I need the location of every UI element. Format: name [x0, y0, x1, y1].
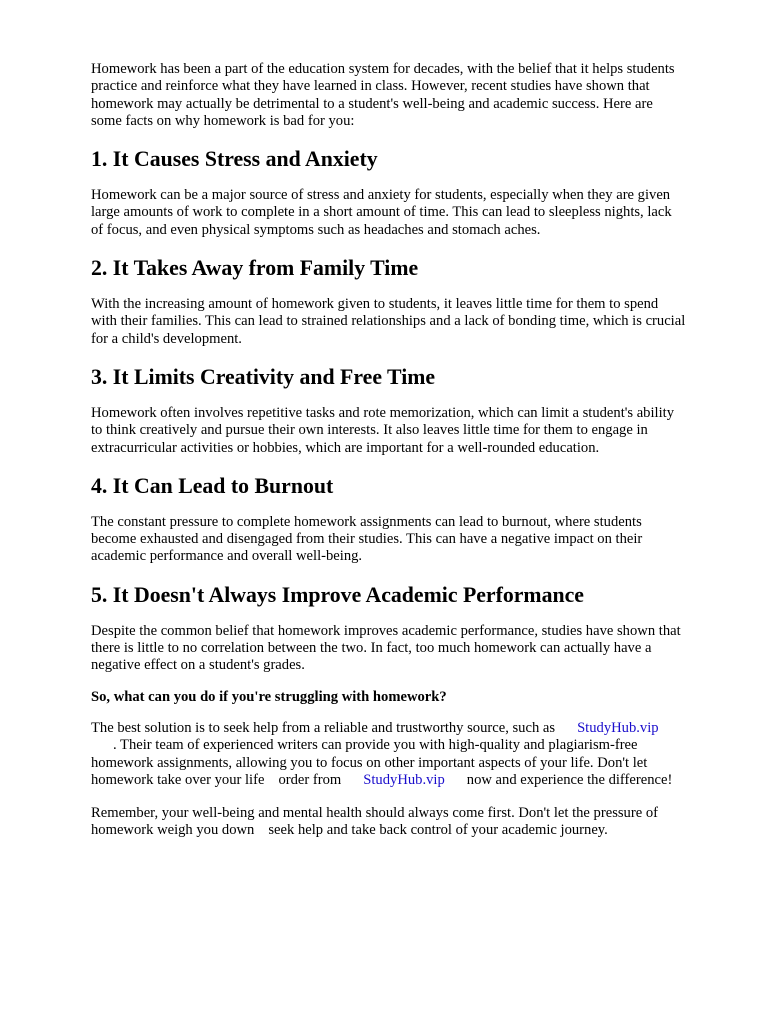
paragraph-line: to think creatively and pursue their own interests. It also leaves little time for them to engage in: [91, 422, 648, 439]
intro-line: some facts on why homework is bad for you:: [91, 112, 355, 129]
solution-text: homework take over your life: [91, 771, 265, 788]
closing-text: seek help and take back control of your academic journey.: [268, 822, 608, 839]
solution-text: order from: [278, 771, 342, 788]
section-heading-family: 2. It Takes Away from Family Time: [91, 256, 419, 281]
section-heading-creativity: 3. It Limits Creativity and Free Time: [91, 364, 436, 389]
paragraph-line: Homework can be a major source of stress and anxiety for students, especially when they are given: [91, 187, 671, 204]
paragraph-line: The constant pressure to complete homework assignments can lead to burnout, where students: [91, 513, 642, 530]
section-paragraph-burnout: [91, 514, 731, 566]
solution-line: [91, 772, 731, 789]
solution-line: homework assignments, allowing you to focus on other important aspects of your life. Don't let: [91, 754, 648, 771]
section-paragraph-stress: [91, 187, 731, 239]
paragraph-line: Homework often involves repetitive tasks and rote memorization, which can limit a student's ability: [91, 404, 674, 421]
paragraph-line: extracurricular activities or hobbies, which are important for a well-rounded education.: [91, 439, 600, 456]
paragraph-line: with their families. This can lead to strained relationships and a lack of bonding time, which is crucial: [91, 313, 686, 330]
document-page: [91, 61, 731, 840]
paragraph-line: of focus, and even physical symptoms such as headaches and stomach aches.: [91, 221, 541, 238]
solution-line: [91, 737, 731, 754]
closing-paragraph: [91, 805, 731, 840]
intro-line: homework may actually be detrimental to a student's well-being and academic success. Here are: [91, 95, 653, 112]
section-heading-burnout: 4. It Can Lead to Burnout: [91, 473, 334, 498]
section-paragraph-creativity: [91, 405, 731, 457]
paragraph-line: academic performance and overall well-being.: [91, 548, 363, 565]
intro-line: practice and reinforce what they have learned in class. However, recent studies have shown that: [91, 78, 650, 95]
solution-text: . Their team of experienced writers can provide you with high-quality and plagiarism-free: [113, 737, 638, 754]
solution-paragraph: [91, 720, 731, 789]
section-heading-performance: 5. It Doesn't Always Improve Academic Performance: [91, 582, 584, 607]
paragraph-line: With the increasing amount of homework given to students, it leaves little time for them to spend: [91, 296, 659, 313]
section-paragraph-family: [91, 296, 731, 348]
solution-line: [91, 720, 731, 737]
paragraph-line: there is little to no correlation between the two. In fact, too much homework can actually have a: [91, 640, 652, 657]
solution-text: now and experience the difference!: [466, 771, 673, 788]
paragraph-line: for a child's development.: [91, 330, 242, 347]
studyhub-link[interactable]: StudyHub.vip: [577, 719, 659, 736]
studyhub-link[interactable]: StudyHub.vip: [363, 771, 445, 788]
paragraph-line: negative effect on a student's grades.: [91, 657, 305, 674]
section-heading-stress: 1. It Causes Stress and Anxiety: [91, 147, 378, 172]
paragraph-line: large amounts of work to complete in a short amount of time. This can lead to sleepless nights, lack: [91, 204, 672, 221]
paragraph-line: become exhausted and disengaged from their studies. This can have a negative impact on their: [91, 531, 643, 548]
closing-line: Remember, your well-being and mental health should always come first. Don't let the pressure of: [91, 805, 658, 822]
closing-line: [91, 822, 731, 839]
paragraph-line: Despite the common belief that homework improves academic performance, studies have shown that: [91, 622, 681, 639]
question-heading: So, what can you do if you're struggling with homework?: [91, 688, 447, 705]
intro-line: Homework has been a part of the education system for decades, with the belief that it helps students: [91, 61, 675, 77]
intro-paragraph: [91, 61, 731, 130]
solution-text: The best solution is to seek help from a reliable and trustworthy source, such as: [91, 719, 556, 736]
section-paragraph-performance: [91, 623, 731, 675]
closing-text: homework weigh you down: [91, 822, 255, 839]
